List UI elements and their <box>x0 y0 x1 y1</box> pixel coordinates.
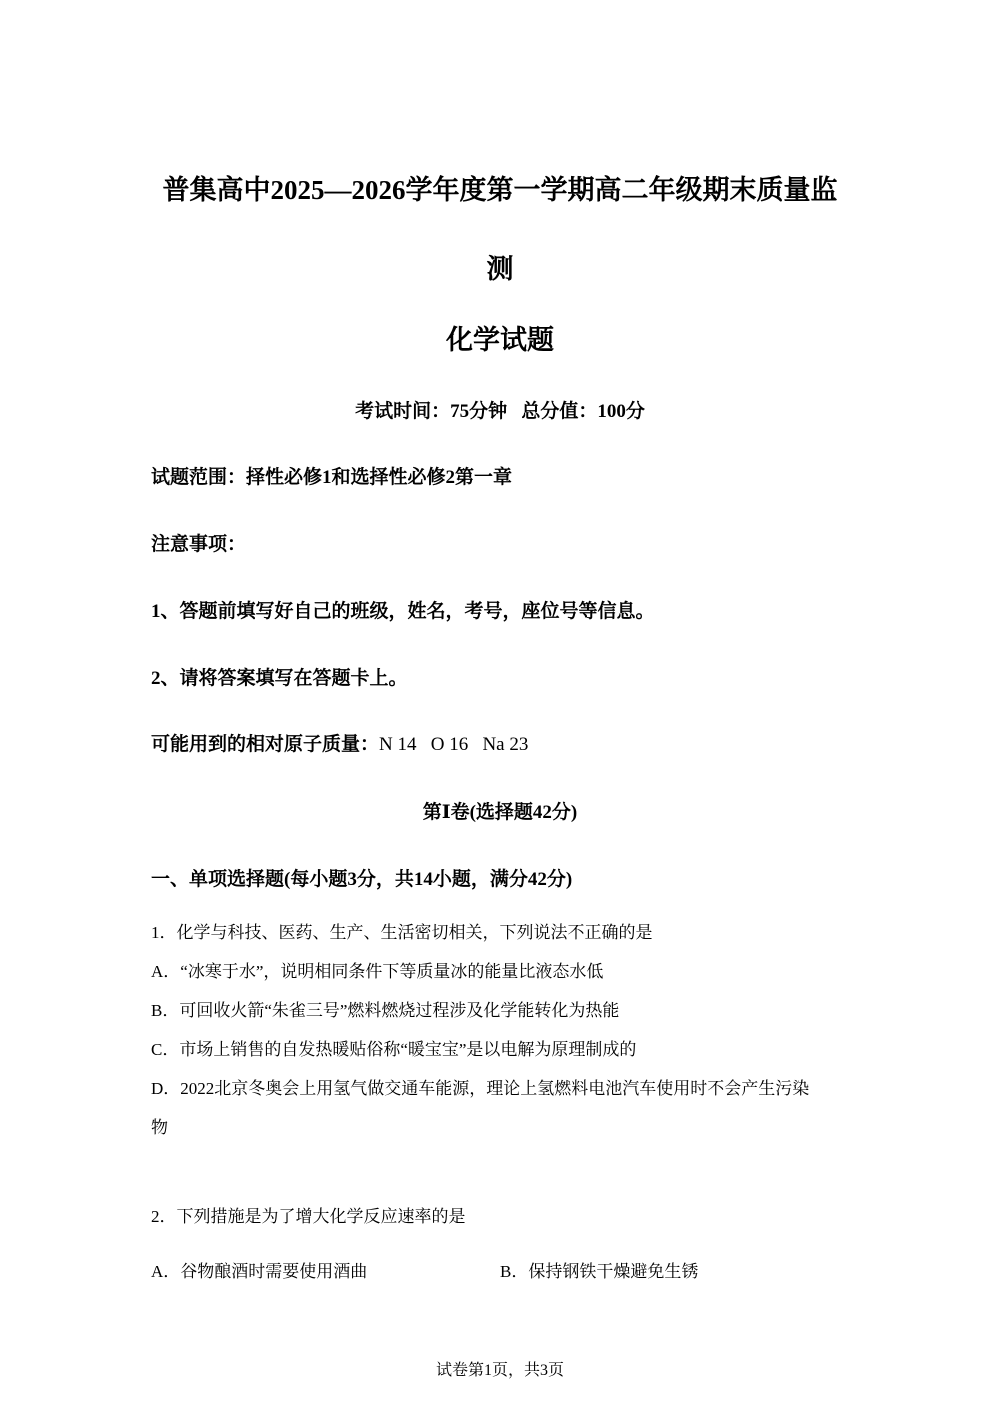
question-1-option-d-continued: 物 <box>151 1118 168 1137</box>
question-2-stem: 2．下列措施是为了增大化学反应速率的是 <box>151 1207 466 1226</box>
exam-scope: 试题范围：择性必修1和选择性必修2第一章 <box>151 467 513 488</box>
exam-info: 考试时间：75分钟 总分值：100分 <box>355 401 645 422</box>
atomic-mass-label: 可能用到的相对原子质量： <box>151 734 380 755</box>
exam-title-line2: 测 <box>486 254 514 284</box>
page-footer: 试卷第1页，共3页 <box>435 1362 564 1379</box>
question-1-option-a: A．“冰寒于水”，说明相同条件下等质量冰的能量比液态水低 <box>151 962 604 981</box>
atomic-mass-line <box>151 729 528 756</box>
notes-heading: 注意事项： <box>151 534 247 555</box>
question-2-option-b: B．保持钢铁干燥避免生锈 <box>500 1262 699 1281</box>
exam-title-line1: 普集高中2025—2026学年度第一学期高二年级期末质量监 <box>162 175 838 205</box>
question-1-option-c: C．市场上销售的自发热暖贴俗称“暖宝宝”是以电解为原理制成的 <box>151 1040 637 1059</box>
subject-title: 化学试题 <box>446 325 554 355</box>
part1-title: 第Ⅰ卷(选择题42分) <box>422 802 578 823</box>
question-1-option-d: D．2022北京冬奥会上用氢气做交通车能源，理论上氢燃料电池汽车使用时不会产生污染 <box>151 1079 810 1098</box>
question-2-option-a: A．谷物酿酒时需要使用酒曲 <box>151 1262 368 1281</box>
question-1-stem: 1．化学与科技、医药、生产、生活密切相关，下列说法不正确的是 <box>151 923 653 942</box>
note-item-2: 2、请将答案填写在答题卡上。 <box>151 668 408 689</box>
section1-title: 一、单项选择题(每小题3分，共14小题，满分42分) <box>151 869 573 890</box>
note-item-1: 1、答题前填写好自己的班级，姓名，考号，座位号等信息。 <box>151 601 655 622</box>
atomic-mass-values: N 14 O 16 Na 23 <box>379 734 529 755</box>
question-1-option-b: B．可回收火箭“朱雀三号”燃料燃烧过程涉及化学能转化为热能 <box>151 1001 620 1020</box>
